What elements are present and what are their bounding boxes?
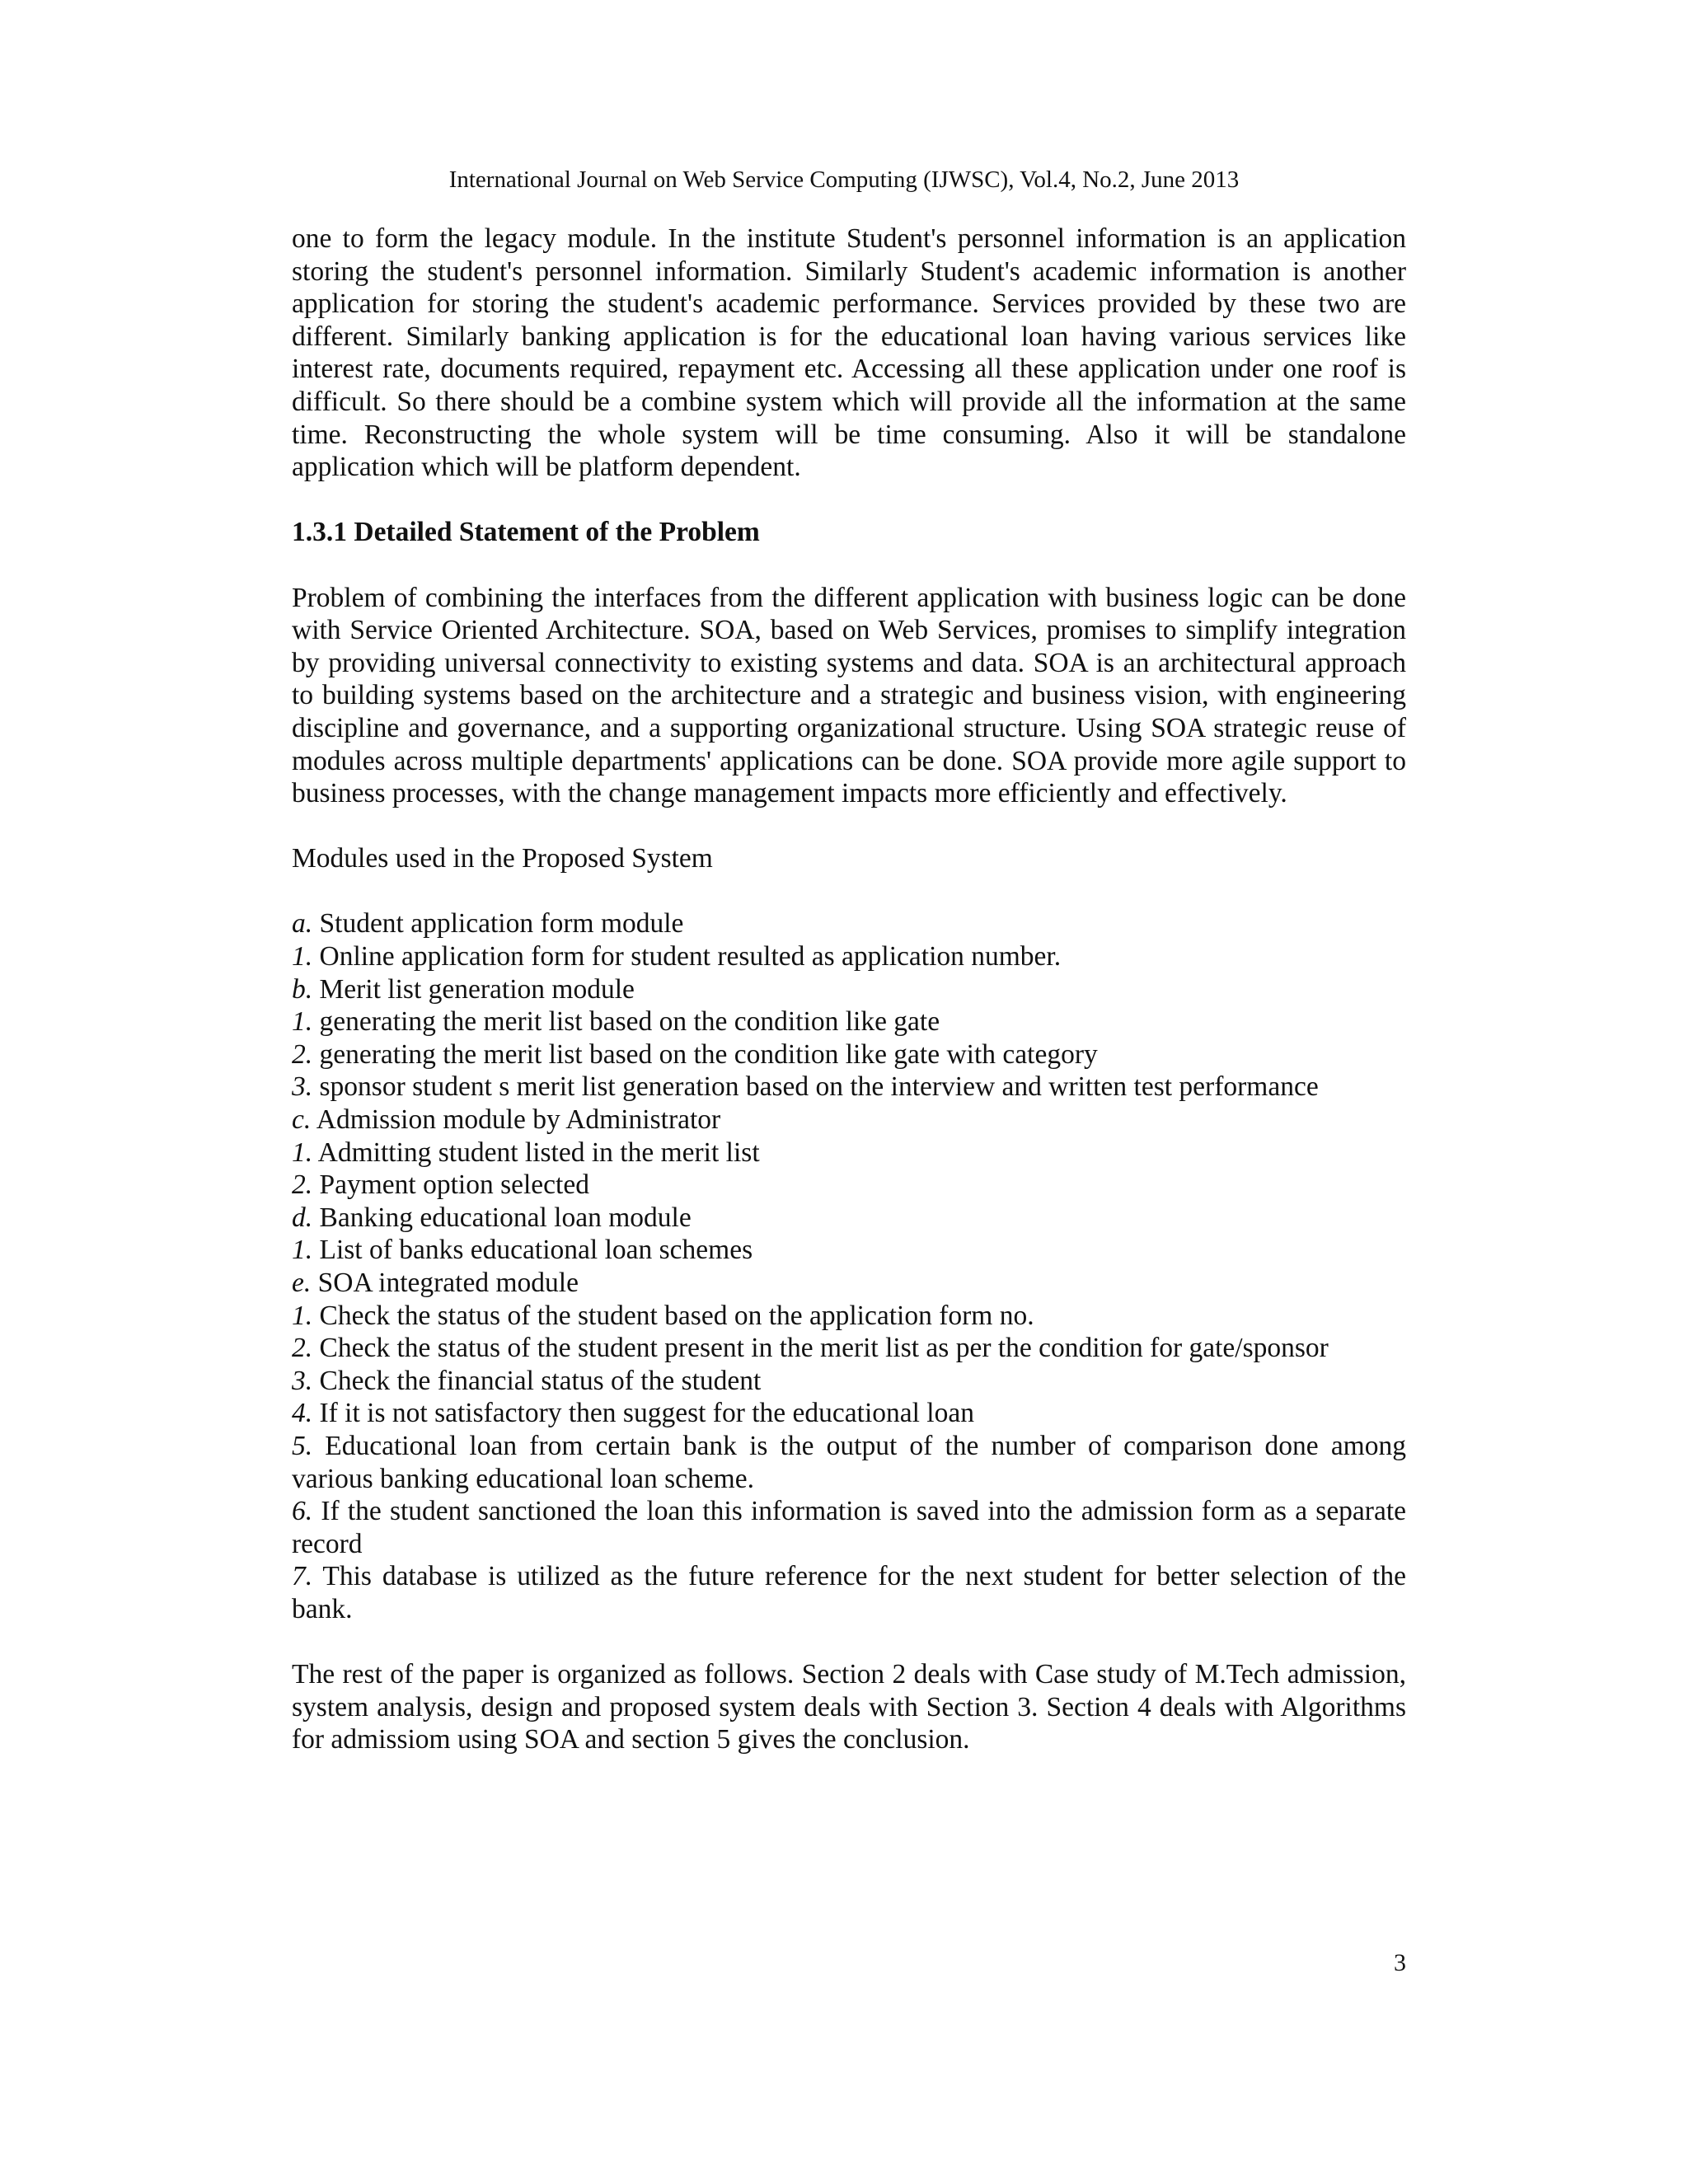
list-item-text: Banking educational loan module (319, 1202, 692, 1233)
list-item (292, 907, 1406, 940)
list-item (292, 1169, 1406, 1202)
list-marker: 1. (292, 941, 313, 972)
list-marker: 2. (292, 1333, 313, 1364)
modules-list (292, 907, 1406, 1625)
list-item (292, 1300, 1406, 1333)
list-item-text: Educational loan from certain bank is the output of the number of comparison done among various banking educational loan scheme. (292, 1430, 1406, 1494)
list-marker: 6. (292, 1496, 313, 1527)
list-marker: e. (292, 1268, 312, 1298)
list-marker: 1. (292, 1300, 313, 1331)
list-item-text: Admission module by Administrator (316, 1104, 721, 1136)
list-marker: 3. (292, 1071, 313, 1103)
list-item-text: Admitting student listed in the merit list (317, 1137, 760, 1168)
list-item (292, 1071, 1406, 1104)
spacer (292, 810, 1406, 843)
list-item-text: Merit list generation module (319, 973, 635, 1005)
intro-paragraph: one to form the legacy module. In the institute Student's personnel information is an application storing the student's personnel information. Similarly Student's academic information is another application for storing the student's academic performance. Services provided by these two are different. Similarly banking application is for the educational loan having various services like interest rate, documents required, repayment etc. Accessing all these application under one roof is difficult. So there should be a combine system which will provide all the information at the same time. Reconstructing the whole system will be time consuming. Also it will be standalone application which will be platform dependent. (292, 223, 1406, 483)
list-item (292, 1137, 1406, 1169)
list-item-text: generating the merit list based on the condition like gate with category (319, 1038, 1098, 1070)
list-marker: 2. (292, 1038, 313, 1070)
list-item-text: Check the financial status of the student (319, 1365, 762, 1396)
list-item (292, 1365, 1406, 1398)
list-item-text: This database is utilized as the future reference for the next student for better selection of the bank. (292, 1561, 1406, 1624)
list-marker: 1. (292, 1006, 313, 1038)
list-marker: 7. (292, 1561, 313, 1592)
spacer (292, 484, 1406, 517)
list-marker: b. (292, 973, 313, 1005)
list-marker: 2. (292, 1169, 313, 1201)
spacer (292, 549, 1406, 582)
list-item (292, 1267, 1406, 1300)
list-item-text: If it is not satisfactory then suggest for the educational loan (319, 1398, 974, 1429)
list-marker: a. (292, 908, 313, 940)
list-item (292, 1234, 1406, 1267)
spacer (292, 1626, 1406, 1659)
list-item (292, 940, 1406, 973)
list-item-text: If the student sanctioned the loan this information is saved into the admission form as a separate record (292, 1496, 1407, 1559)
modules-intro: Modules used in the Proposed System (292, 843, 713, 874)
page-body (292, 223, 1406, 1756)
list-item (292, 1560, 1406, 1625)
list-item (292, 973, 1406, 1006)
section-heading: 1.3.1 Detailed Statement of the Problem (292, 517, 760, 548)
list-item (292, 1495, 1406, 1560)
list-item (292, 1104, 1406, 1137)
list-marker: c. (292, 1104, 312, 1136)
list-marker: 1. (292, 1235, 313, 1266)
page-number: 3 (1394, 1949, 1406, 1976)
list-item (292, 1202, 1406, 1235)
list-item-text: sponsor student s merit list generation based on the interview and written test performance (319, 1071, 1319, 1103)
list-item-text: Payment option selected (319, 1169, 589, 1201)
list-item (292, 1038, 1406, 1071)
list-item-text: SOA integrated module (317, 1268, 579, 1298)
list-marker: 5. (292, 1430, 313, 1461)
list-item-text: Check the status of the student present in the merit list as per the condition for gate/sponsor (319, 1333, 1329, 1364)
list-item-text: Online application form for student resulted as application number. (319, 941, 1062, 972)
list-item (292, 1430, 1406, 1495)
list-item-text: generating the merit list based on the condition like gate (319, 1006, 940, 1038)
list-marker: 1. (292, 1137, 313, 1168)
spacer (292, 875, 1406, 908)
list-item-text: Check the status of the student based on the application form no. (319, 1300, 1034, 1331)
list-item (292, 1332, 1406, 1365)
list-marker: 3. (292, 1365, 313, 1396)
list-item (292, 1397, 1406, 1430)
list-marker: d. (292, 1202, 313, 1233)
problem-paragraph: Problem of combining the interfaces from the different application with business logic can be done with Service Oriented Architecture. SOA, based on Web Services, promises to simplify integration by providing universal connectivity to existing systems and data. SOA is an architectural approach to building systems based on the architecture and a strategic and business vision, with engineering discipline and governance, and a supporting organizational structure. Using SOA strategic reuse of modules across multiple departments' applications can be done. SOA provide more agile support to business processes, with the change management impacts more efficiently and effectively. (292, 582, 1406, 809)
list-item (292, 1005, 1406, 1038)
closing-paragraph: The rest of the paper is organized as follows. Section 2 deals with Case study of M.Tech admission, system analysis, design and proposed system deals with Section 3. Section 4 deals with Algorithms for admissiom using SOA and section 5 gives the conclusion. (292, 1659, 1406, 1755)
list-item-text: Student application form module (319, 908, 684, 940)
running-header: International Journal on Web Service Computing (IJWSC), Vol.4, No.2, June 2013 (448, 166, 1240, 193)
list-item-text: List of banks educational loan schemes (319, 1235, 753, 1266)
list-marker: 4. (292, 1398, 313, 1429)
